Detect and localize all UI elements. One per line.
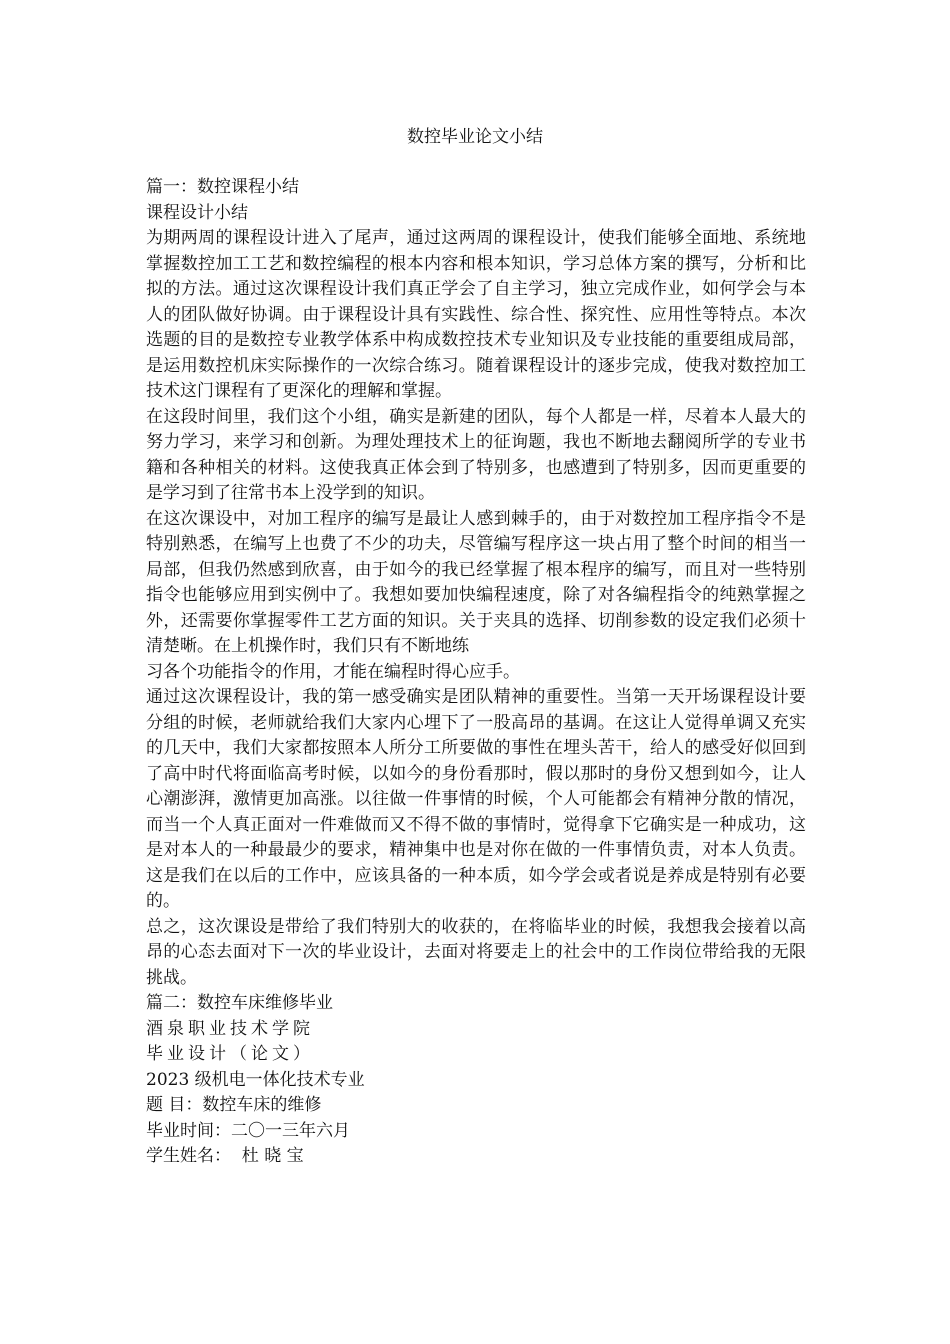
school-name: 酒泉职业技术学院 [146, 1018, 314, 1039]
section-heading-2: 篇二：数控车床维修毕业 [146, 993, 333, 1013]
paragraph-1: 为期两周的课程设计进入了尾声，通过这两周的课程设计，使我们能够全面地、系统地掌握数控加工工艺和数控编程的根本内容和根本知识，学习总体方案的撰写，分析和比拟的方法。通过这次课程设计我们真正学会了自主学习，独立完成作业，如何学会与本人的团队做好协调。由于课程设计具有实践性、综合性、探究性、应用性等特点。本次选题的目的是数控专业教学体系中构成数控技术专业知识及专业技能的重要组成局部，是运用数控机床实际操作的一次综合练习。随着课程设计的逐步完成，使我对数控加工技术这门课程有了更深化的理解和掌握。 [146, 228, 806, 401]
graduation-time: 毕业时间：二〇一三年六月 [146, 1120, 350, 1141]
paragraph-4: 习各个功能指令的作用，才能在编程时得心应手。 [146, 661, 520, 682]
student-name: 学生姓名： 杜 晓 宝 [146, 1146, 304, 1166]
major-line: 2023 级机电一体化技术专业 [146, 1069, 365, 1090]
topic-line: 题 目：数控车床的维修 [146, 1095, 322, 1115]
document-body [146, 175, 806, 1170]
section-heading-1: 篇一：数控课程小结 [146, 177, 299, 197]
thesis-label: 毕业设计（论文） [146, 1044, 314, 1064]
paragraph-5: 通过这次课程设计，我的第一感受确实是团队精神的重要性。当第一天开场课程设计要分组的时候，老师就给我们大家内心埋下了一股高昂的基调。在这让人觉得单调又充实的几天中，我们大家都按照本人所分工所要做的事性在埋头苦干，给人的感受好似回到了高中时代将面临高考时候，以如今的身份看那时，假以那时的身份又想到如今，让人心潮澎湃，激情更加高涨。以往做一件事情的时候，个人可能都会有精神分散的情况，而当一个人真正面对一件难做而又不得不做的事情时，觉得拿下它确实是一种成功，这是对本人的一种最最少的要求，精神集中也是对你在做的一件事情负责，对本人负责。这是我们在以后的工作中，应该具备的一种本质，如今学会或者说是养成是特别有必要的。 [146, 687, 806, 911]
paragraph-3: 在这次课设中，对加工程序的编写是最让人感到棘手的，由于对数控加工程序指令不是特别熟悉，在编写上也费了不少的功夫，尽管编写程序这一块占用了整个时间的相当一局部，但我仍然感到欣喜，由于如今的我已经掌握了根本程序的编写，而且对一些特别指令也能够应用到实例中了。我想如要加快编程速度，除了对各编程指令的纯熟掌握之外，还需要你掌握零件工艺方面的知识。关于夹具的选择、切削参数的设定我们必须十清楚晰。在上机操作时，我们只有不断地练 [146, 508, 806, 656]
paragraph-2: 在这段时间里，我们这个小组，确实是新建的团队，每个人都是一样，尽着本人最大的努力学习，来学习和创新。为理处理技术上的征询题，我也不断地去翻阅所学的专业书籍和各种相关的材料。这使我真正体会到了特别多，也感遭到了特别多，因而更重要的是学习到了往常书本上没学到的知识。 [146, 406, 806, 503]
section-subheading: 课程设计小结 [146, 202, 248, 223]
paragraph-6: 总之，这次课设是带给了我们特别大的收获的，在将临毕业的时候，我想我会接着以高昂的心态去面对下一次的毕业设计，去面对将要走上的社会中的工作岗位带给我的无限挑战。 [146, 916, 806, 988]
document-title: 数控毕业论文小结 [407, 127, 543, 147]
